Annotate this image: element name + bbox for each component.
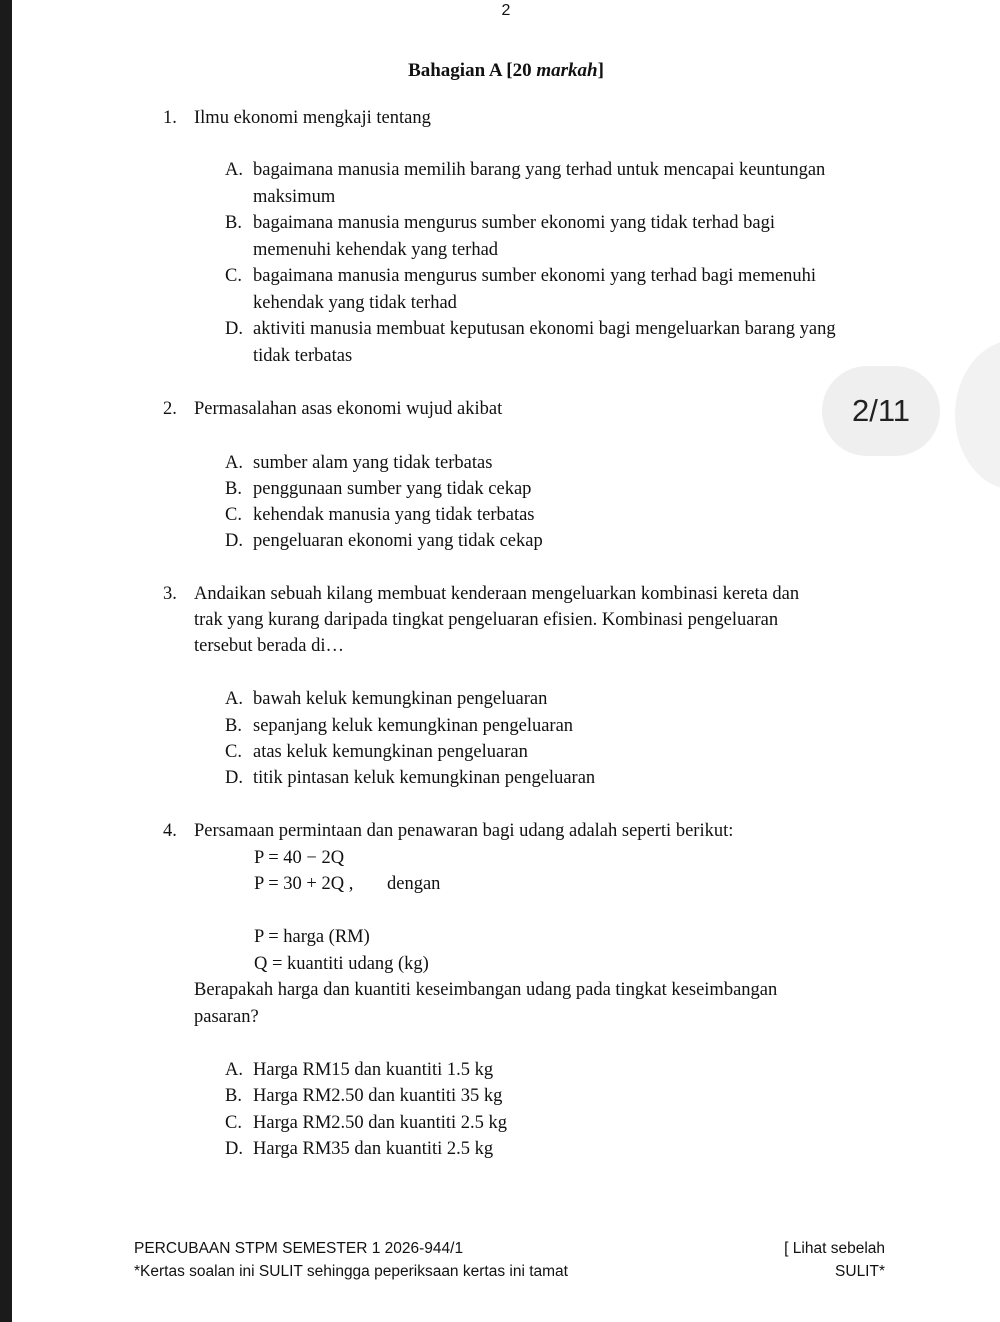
- definition-quantity: Q = kuantiti udang (kg): [254, 954, 429, 974]
- option-label: B.: [225, 479, 242, 499]
- with-word: dengan: [387, 874, 441, 894]
- demand-equation: P = 40 − 2Q: [254, 848, 345, 868]
- question-stem: Ilmu ekonomi mengkaji tentang: [194, 108, 431, 128]
- option-label: D.: [225, 768, 243, 788]
- question-number: 2.: [163, 399, 177, 419]
- question-text: Berapakah harga dan kuantiti keseimbangan udang pada tingkat keseimbangan: [194, 980, 778, 1000]
- option-label: B.: [225, 1086, 242, 1106]
- option-text: titik pintasan keluk kemungkinan pengeluaran: [253, 768, 596, 788]
- option-text: Harga RM2.50 dan kuantiti 35 kg: [253, 1086, 503, 1106]
- footer-confidential-note: *Kertas soalan ini SULIT sehingga peperiksaan kertas ini tamat: [134, 1263, 568, 1280]
- option-text: pengeluaran ekonomi yang tidak cekap: [253, 531, 543, 551]
- question-stem: Permasalahan asas ekonomi wujud akibat: [194, 399, 503, 419]
- option-text: sumber alam yang tidak terbatas: [253, 453, 493, 473]
- option-label: A.: [225, 453, 243, 473]
- option-text: bagaimana manusia mengurus sumber ekonomi yang terhad bagi memenuhi: [253, 266, 817, 286]
- question-number: 1.: [163, 108, 177, 128]
- option-label: D.: [225, 531, 243, 551]
- footer-turn-over: [ Lihat sebelah: [784, 1240, 885, 1257]
- option-label: D.: [225, 319, 243, 339]
- question-number: 4.: [163, 821, 177, 841]
- option-text: memenuhi kehendak yang terhad: [253, 240, 499, 260]
- footer-exam-title: PERCUBAAN STPM SEMESTER 1 2026-944/1: [134, 1240, 464, 1257]
- question-stem: Persamaan permintaan dan penawaran bagi udang adalah seperti berikut:: [194, 821, 734, 841]
- question-text: pasaran?: [194, 1007, 259, 1027]
- option-label: C.: [225, 266, 242, 286]
- question-stem: tersebut berada di…: [194, 636, 344, 656]
- option-label: C.: [225, 505, 242, 525]
- option-text: bawah keluk kemungkinan pengeluaran: [253, 689, 548, 709]
- option-text: Harga RM2.50 dan kuantiti 2.5 kg: [253, 1113, 508, 1133]
- option-label: C.: [225, 1113, 242, 1133]
- option-label: C.: [225, 742, 242, 762]
- question-number: 3.: [163, 584, 177, 604]
- option-text: kehendak yang tidak terhad: [253, 293, 457, 313]
- option-label: B.: [225, 213, 242, 233]
- option-text: Harga RM15 dan kuantiti 1.5 kg: [253, 1060, 494, 1080]
- option-text: penggunaan sumber yang tidak cekap: [253, 479, 532, 499]
- option-text: sepanjang keluk kemungkinan pengeluaran: [253, 716, 574, 736]
- option-label: A.: [225, 160, 243, 180]
- option-text: Harga RM35 dan kuantiti 2.5 kg: [253, 1139, 494, 1159]
- option-label: B.: [225, 716, 242, 736]
- option-text: kehendak manusia yang tidak terbatas: [253, 505, 535, 525]
- option-text: aktiviti manusia membuat keputusan ekonomi bagi mengeluarkan barang yang: [253, 319, 836, 339]
- option-text: bagaimana manusia mengurus sumber ekonomi yang tidak terhad bagi: [253, 213, 775, 233]
- supply-equation: P = 30 + 2Q ,: [254, 874, 354, 894]
- option-text: maksimum: [253, 187, 336, 207]
- option-text: tidak terbatas: [253, 346, 353, 366]
- footer-classification: SULIT*: [835, 1263, 885, 1280]
- option-label: D.: [225, 1139, 243, 1159]
- section-title: Bahagian A [20 markah]: [408, 60, 604, 81]
- question-stem: Andaikan sebuah kilang membuat kenderaan mengeluarkan kombinasi kereta dan: [194, 584, 800, 604]
- option-text: atas keluk kemungkinan pengeluaran: [253, 742, 528, 762]
- screen-edge: [0, 0, 12, 1322]
- option-text: bagaimana manusia memilih barang yang terhad untuk mencapai keuntungan: [253, 160, 826, 180]
- option-label: A.: [225, 1060, 243, 1080]
- option-label: A.: [225, 689, 243, 709]
- definition-price: P = harga (RM): [254, 927, 370, 947]
- next-page-edge: [955, 340, 1000, 490]
- page-indicator-badge: 2/11: [822, 366, 940, 456]
- page-number: 2: [501, 2, 511, 19]
- question-stem: trak yang kurang daripada tingkat pengeluaran efisien. Kombinasi pengeluaran: [194, 610, 779, 630]
